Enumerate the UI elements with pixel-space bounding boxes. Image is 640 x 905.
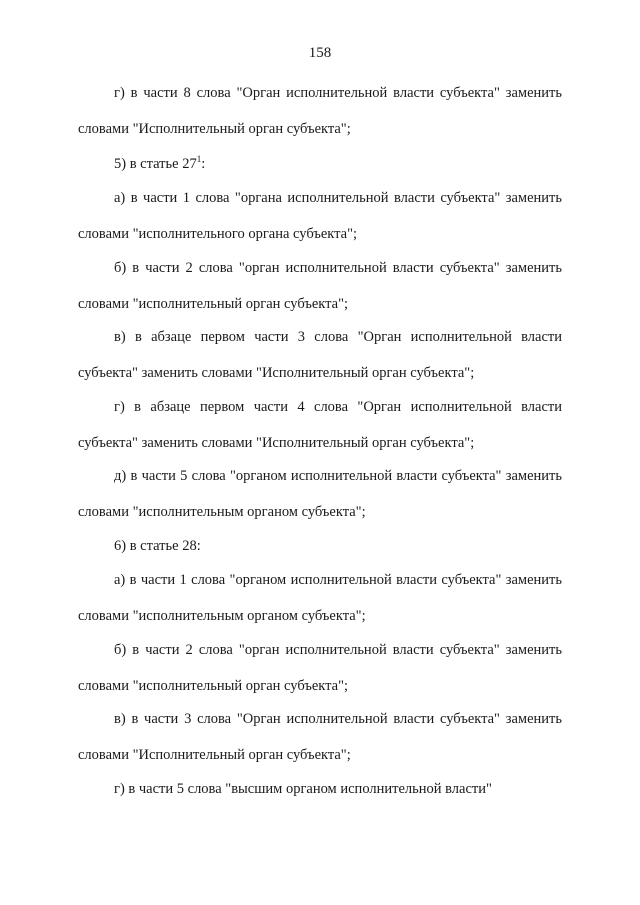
page-number: 158 [308, 45, 332, 61]
paragraph-7: д) в части 5 слова "органом исполнительной власти субъекта" заменить словами "исполнительным органом субъекта"; [78, 468, 562, 520]
paragraph-10: б) в части 2 слова "орган исполнительной власти субъекта" заменить словами "исполнительный орган субъекта"; [78, 642, 562, 694]
paragraph-2-text: 5) в статье 27 [114, 156, 197, 172]
paragraph-9: а) в части 1 слова "органом исполнительной власти субъекта" заменить словами "исполнительным органом субъекта"; [78, 572, 562, 624]
paragraph-4: б) в части 2 слова "орган исполнительной власти субъекта" заменить словами "исполнительный орган субъекта"; [78, 260, 562, 312]
paragraph-12: г) в части 5 слова "высшим органом исполнительной власти" [114, 781, 492, 797]
paragraph-11: в) в части 3 слова "Орган исполнительной власти субъекта" заменить словами "Исполнительный орган субъекта"; [78, 711, 562, 763]
paragraph-2-tail: : [201, 156, 206, 172]
paragraph-5: в) в абзаце первом части 3 слова "Орган исполнительной власти субъекта" заменить словами "Исполнительный орган субъекта"; [78, 329, 562, 381]
paragraph-2-superscript: 1 [196, 154, 202, 164]
paragraph-6: г) в абзаце первом части 4 слова "Орган исполнительной власти субъекта" заменить словами "Исполнительный орган субъекта"; [78, 399, 562, 451]
paragraph-2 [78, 146, 562, 182]
paragraph-8: 6) в статье 28: [114, 538, 201, 554]
paragraph-3: а) в части 1 слова "органа исполнительной власти субъекта" заменить словами "исполнительного органа субъекта"; [78, 190, 562, 242]
paragraph-1: г) в части 8 слова "Орган исполнительной власти субъекта" заменить словами "Исполнительный орган субъекта"; [78, 85, 562, 137]
